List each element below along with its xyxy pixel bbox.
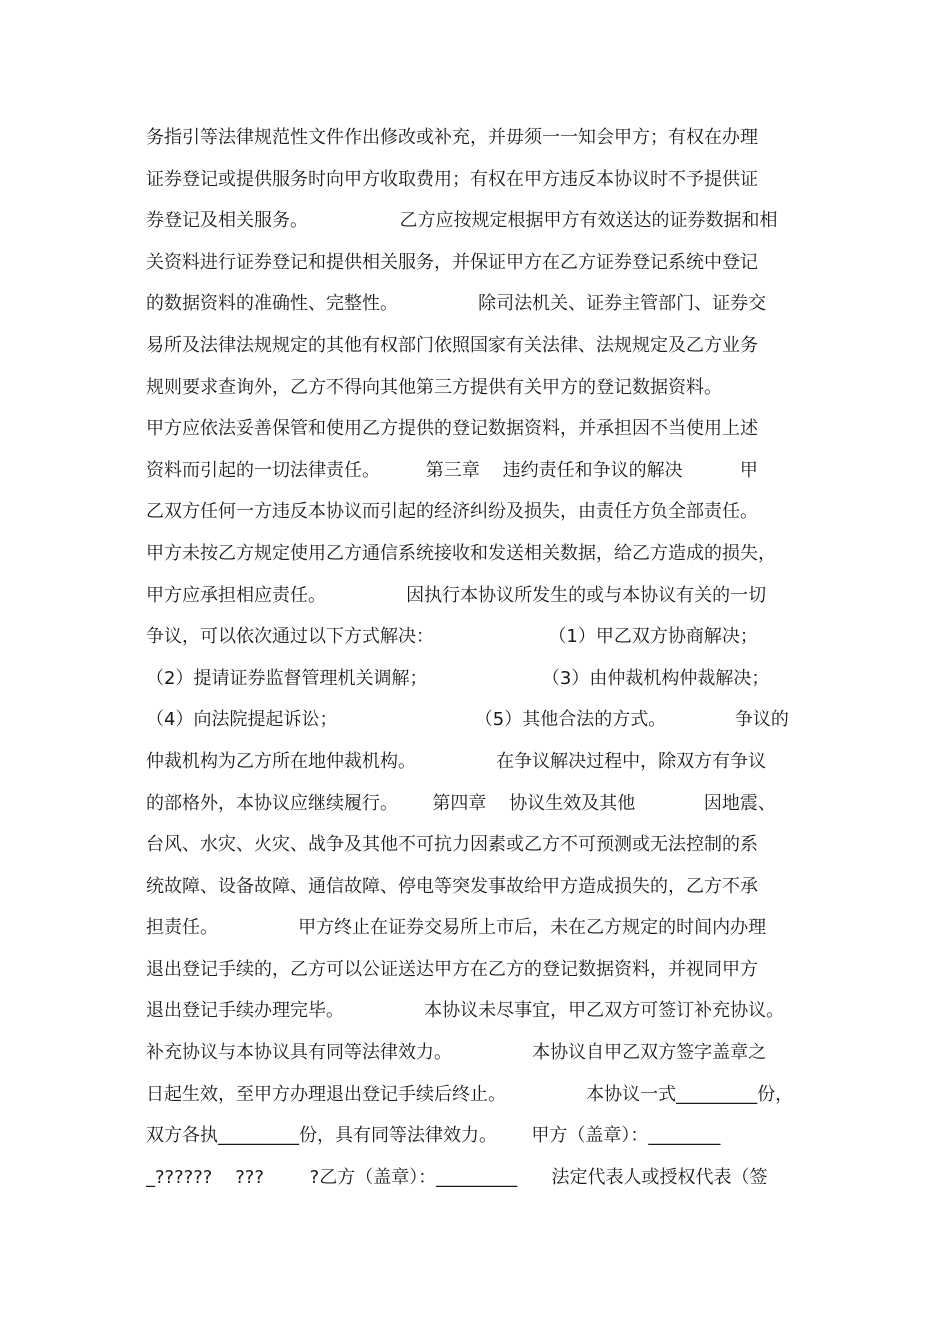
text-line: 券登记及相关服务。 乙方应按规定根据甲方有效送达的证券数据和相 <box>146 210 778 232</box>
text-line: 甲方应承担相应责任。 因执行本协议所发生的或与本协议有关的一切 <box>146 584 767 606</box>
text-line: 资料而引起的一切法律责任。 第三章 违约责任和争议的解决 甲 <box>146 459 758 481</box>
text-line: 日起生效，至甲方办理退出登记手续后终止。 本协议一式_________份， <box>146 1083 794 1105</box>
text-line: 务指引等法律规范性文件作出修改或补充，并毋须一一知会甲方；有权在办理 <box>146 127 758 148</box>
text-line: 的部格外，本协议应继续履行。 第四章 协议生效及其他 因地震、 <box>146 792 776 814</box>
text-line: _?????? ??? ?乙方（盖章）：_________ 法定代表人或授权代表（签 <box>146 1166 768 1188</box>
text-line: 担责任。 甲方终止在证券交易所上市后，未在乙方规定的时间内办理 <box>146 917 767 939</box>
text-line: 甲方未按乙方规定使用乙方通信系统接收和发送相关数据，给乙方造成的损失， <box>146 542 776 564</box>
text-line: 退出登记手续的，乙方可以公证送达甲方在乙方的登记数据资料，并视同甲方 <box>146 958 758 980</box>
text-line: （4）向法院提起诉讼； （5）其他合法的方式。 争议的 <box>146 709 789 731</box>
text-line: 规则要求查询外，乙方不得向其他第三方提供有关甲方的登记数据资料。 <box>146 376 722 398</box>
text-line: 仲裁机构为乙方所在地仲裁机构。 在争议解决过程中，除双方有争议 <box>146 750 767 772</box>
text-line: 的数据资料的准确性、完整性。 除司法机关、证券主管部门、证券交 <box>146 293 767 315</box>
text-line: 证券登记或提供服务时向甲方收取费用；有权在甲方违反本协议时不予提供证 <box>146 168 758 190</box>
text-line: 统故障、设备故障、通信故障、停电等突发事故给甲方造成损失的，乙方不承 <box>146 875 758 897</box>
document-body <box>146 117 816 1198</box>
text-line: 甲方应依法妥善保管和使用乙方提供的登记数据资料，并承担因不当使用上述 <box>146 418 758 440</box>
text-line: 关资料进行证券登记和提供相关服务，并保证甲方在乙方证券登记系统中登记 <box>146 251 758 273</box>
text-line: 台风、水灾、火灾、战争及其他不可抗力因素或乙方不可预测或无法控制的系 <box>146 834 758 856</box>
text-line: 易所及法律法规规定的其他有权部门依照国家有关法律、法规规定及乙方业务 <box>146 334 758 356</box>
text-line: （2）提请证券监督管理机关调解； （3）由仲裁机构仲裁解决； <box>146 667 770 689</box>
text-line: 退出登记手续办理完毕。 本协议未尽事宜，甲乙双方可签订补充协议。 <box>146 1000 785 1022</box>
text-line: 乙双方任何一方违反本协议而引起的经济纠纷及损失，由责任方负全部责任。 <box>146 501 758 523</box>
text-line: 争议，可以依次通过以下方式解决： （1）甲乙双方协商解决； <box>146 626 758 648</box>
text-line: 补充协议与本协议具有同等法律效力。 本协议自甲乙双方签字盖章之 <box>146 1042 767 1064</box>
text-line: 双方各执_________份，具有同等法律效力。 甲方（盖章）：________ <box>146 1125 721 1147</box>
